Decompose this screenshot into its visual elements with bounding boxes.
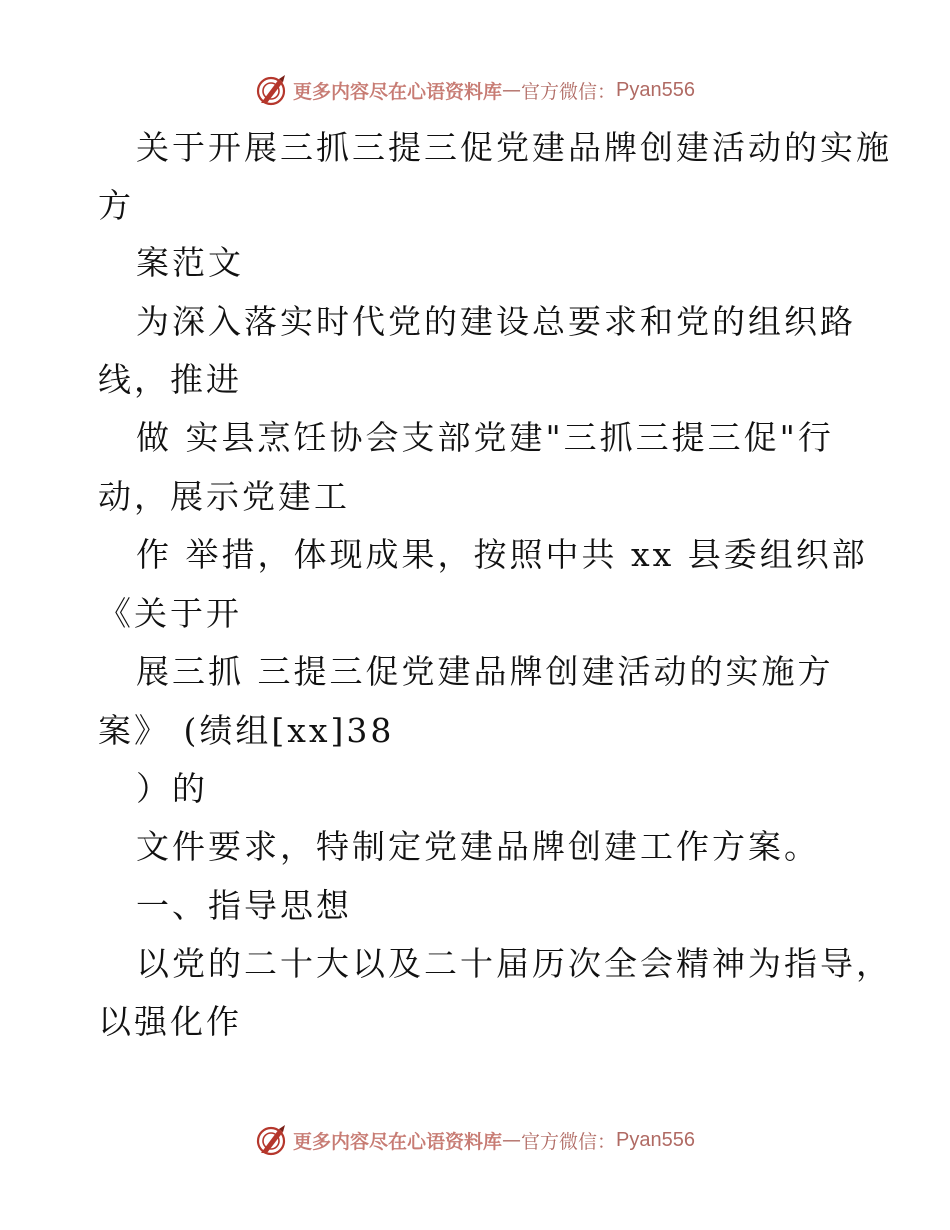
watermark-wechat-id: Pyan556 bbox=[616, 78, 695, 101]
watermark-main-text: 更多内容尽在心语资料库 bbox=[293, 1130, 503, 1153]
section-heading: 一、指导思想 bbox=[136, 886, 352, 925]
watermark-wechat-label: 官方微信： bbox=[521, 1130, 617, 1153]
watermark-wechat-id: Pyan556 bbox=[616, 1128, 695, 1151]
text-line: 以强化作 bbox=[98, 1002, 242, 1041]
text-line: 作 举措，体现成果，按照中共 xx 县委组织部 bbox=[136, 535, 868, 574]
text-line: 文件要求，特制定党建品牌创建工作方案。 bbox=[136, 827, 820, 866]
watermark-separator: — bbox=[502, 79, 522, 101]
text-line: 展三抓 三提三促党建品牌创建活动的实施方 bbox=[136, 652, 834, 691]
watermark-main-text: 更多内容尽在心语资料库 bbox=[293, 80, 503, 103]
text-line: 动，展示党建工 bbox=[98, 477, 350, 516]
watermark-banner-bottom bbox=[0, 1120, 950, 1160]
text-line: 《关于开 bbox=[98, 594, 242, 633]
text-line: 为深入落实时代党的建设总要求和党的组织路 bbox=[136, 302, 856, 341]
text-line: 案范文 bbox=[136, 243, 244, 282]
text-line: 线，推进 bbox=[98, 360, 242, 399]
quill-logo-icon bbox=[255, 1123, 289, 1157]
watermark-separator: — bbox=[502, 1129, 522, 1151]
text-line: 关于开展三抓三提三促党建品牌创建活动的实施 bbox=[136, 128, 892, 167]
watermark-wechat-label: 官方微信： bbox=[521, 80, 617, 103]
text-line: 以党的二十大以及二十届历次全会精神为指导， bbox=[136, 944, 892, 983]
text-line: 案》 (绩组[xx]38 bbox=[98, 711, 395, 750]
text-line: ）的 bbox=[136, 769, 208, 808]
text-line: 方 bbox=[98, 186, 134, 225]
watermark-banner-top bbox=[0, 70, 950, 110]
quill-logo-icon bbox=[255, 73, 289, 107]
text-line: 做 实县烹饪协会支部党建"三抓三提三促"行 bbox=[136, 418, 834, 457]
